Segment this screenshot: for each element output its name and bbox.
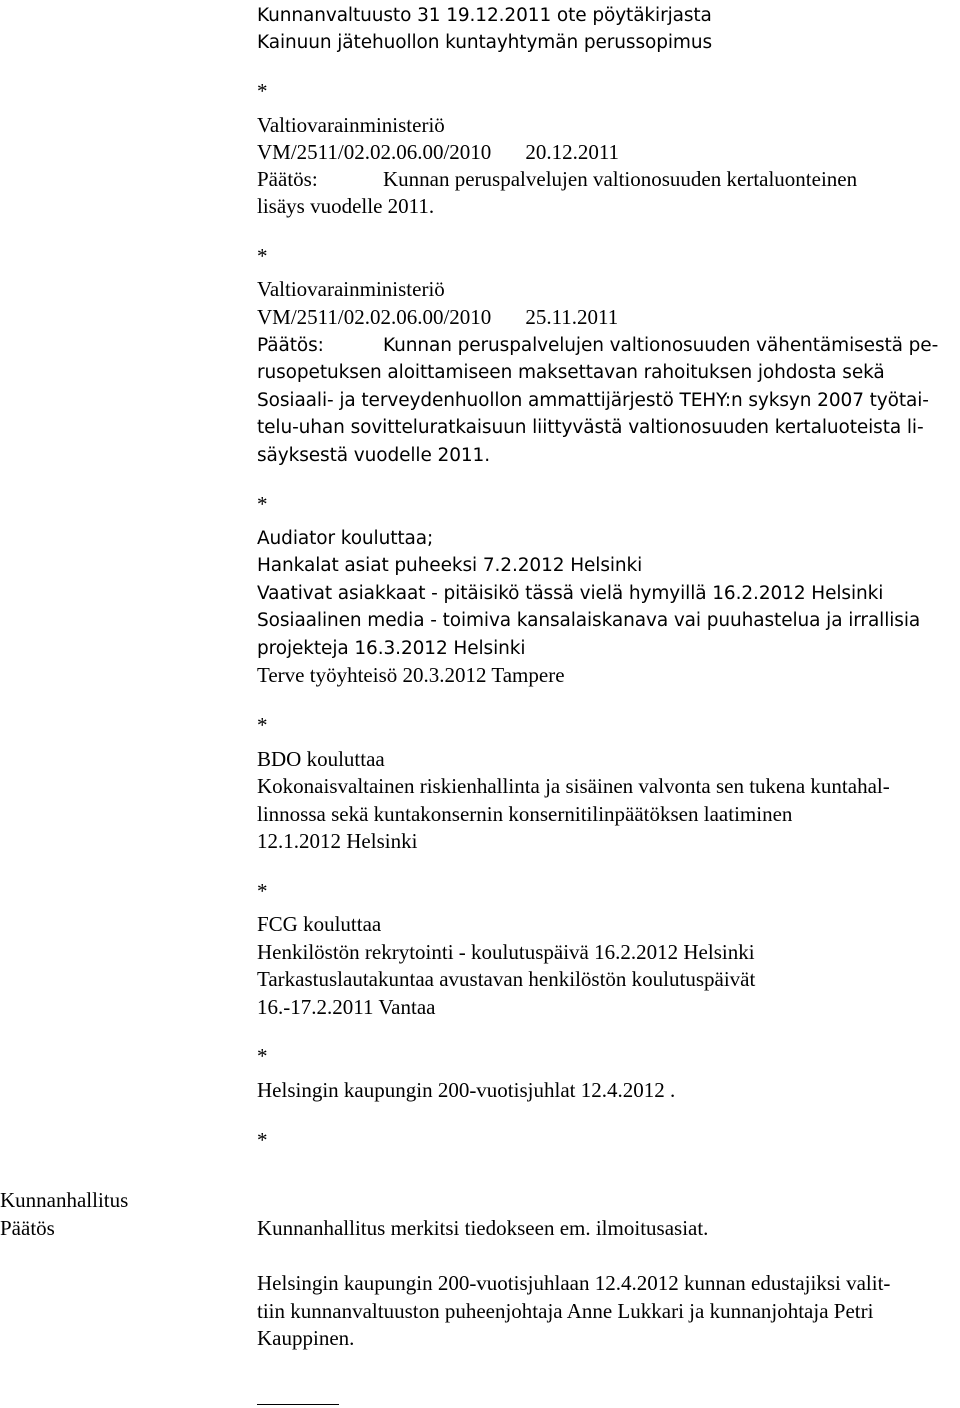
decision-text-cont: rusopetuksen aloittamiseen maksettavan rahoituksen johdosta sekä [257, 362, 885, 383]
decision-text-cont: Sosiaali- ja terveydenhuollon ammattijärjestö TEHY:n syksyn 2007 työtai- [257, 390, 929, 411]
board-decision-text: tiin kunnanvaltuuston puheenjohtaja Anne Lukkari ja kunnanjohtaja Petri [257, 1299, 874, 1323]
reference-number: VM/2511/02.02.06.00/2010 [257, 305, 492, 329]
reference-date: 20.12.2011 [525, 140, 620, 164]
training-provider: FCG kouluttaa [257, 912, 382, 936]
training-provider: Audiator kouluttaa; [257, 528, 434, 549]
training-item: Sosiaalinen media - toimiva kansalaiskanava vai puuhastelua ja irrallisia [257, 610, 921, 631]
decision-text: Kunnan peruspalvelujen valtionosuuden vähentämisestä pe- [383, 335, 939, 356]
decision-label: Päätös: [257, 335, 324, 356]
decision-text-cont: telu-uhan sovitteluratkaisuun liittyvästä valtionosuuden kertaluoteista li- [257, 417, 924, 438]
decision-heading: Päätös [0, 1216, 55, 1240]
ministry-name: Valtiovarainministeriö [257, 277, 445, 301]
board-decision-text: Helsingin kaupungin 200-vuotisjuhlaan 12.4.2012 kunnan edustajiksi valit- [257, 1271, 891, 1295]
training-item: Terve työyhteisö 20.3.2012 Tampere [257, 663, 565, 687]
separator-star: * [257, 79, 268, 103]
board-decision-text: Kauppinen. [257, 1326, 355, 1350]
event-line: Helsingin kaupungin 200-vuotisjuhlat 12.4.2012 . [257, 1078, 676, 1102]
decision-text: Kunnan peruspalvelujen valtionosuuden kertaluonteinen [383, 167, 858, 191]
separator-star: * [257, 1044, 268, 1068]
separator-star: * [257, 492, 268, 516]
decision-text-cont: lisäys vuodelle 2011. [257, 194, 435, 218]
header-line-1: Kunnanvaltuusto 31 19.12.2011 ote pöytäkirjasta [257, 5, 712, 26]
signature-rule [257, 1404, 339, 1405]
separator-star: * [257, 713, 268, 737]
reference-line [257, 304, 618, 332]
decision-line [257, 166, 857, 194]
training-item-cont: 16.-17.2.2011 Vantaa [257, 995, 436, 1019]
ministry-name: Valtiovarainministeriö [257, 113, 445, 137]
training-item-cont: linnossa sekä kuntakonsernin konsernitilinpäätöksen laatiminen [257, 802, 793, 826]
header-line-2: Kainuun jätehuollon kuntayhtymän perussopimus [257, 32, 712, 53]
separator-star: * [257, 244, 268, 268]
training-item: Vaativat asiakkaat - pitäisikö tässä vielä hymyillä 16.2.2012 Helsinki [257, 583, 884, 604]
training-provider: BDO kouluttaa [257, 747, 385, 771]
training-item: Hankalat asiat puheeksi 7.2.2012 Helsinki [257, 555, 643, 576]
training-item-cont: 12.1.2012 Helsinki [257, 829, 418, 853]
training-item: Tarkastuslautakuntaa avustavan henkilöstön koulutuspäivät [257, 967, 756, 991]
training-item: Henkilöstön rekrytointi - koulutuspäivä 16.2.2012 Helsinki [257, 940, 755, 964]
decision-text-cont: säyksestä vuodelle 2011. [257, 445, 490, 466]
board-decision: Kunnanhallitus merkitsi tiedokseen em. ilmoitusasiat. [257, 1216, 709, 1240]
reference-date: 25.11.2011 [525, 305, 619, 329]
reference-number: VM/2511/02.02.06.00/2010 [257, 140, 492, 164]
training-item-cont: projekteja 16.3.2012 Helsinki [257, 638, 526, 659]
decision-line [257, 332, 938, 360]
separator-star: * [257, 879, 268, 903]
separator-star: * [257, 1128, 268, 1152]
decision-label: Päätös: [257, 167, 318, 191]
board-label: Kunnanhallitus [0, 1188, 129, 1212]
training-item: Kokonaisvaltainen riskienhallinta ja sisäinen valvonta sen tukena kuntahal- [257, 774, 890, 798]
reference-line [257, 139, 619, 167]
